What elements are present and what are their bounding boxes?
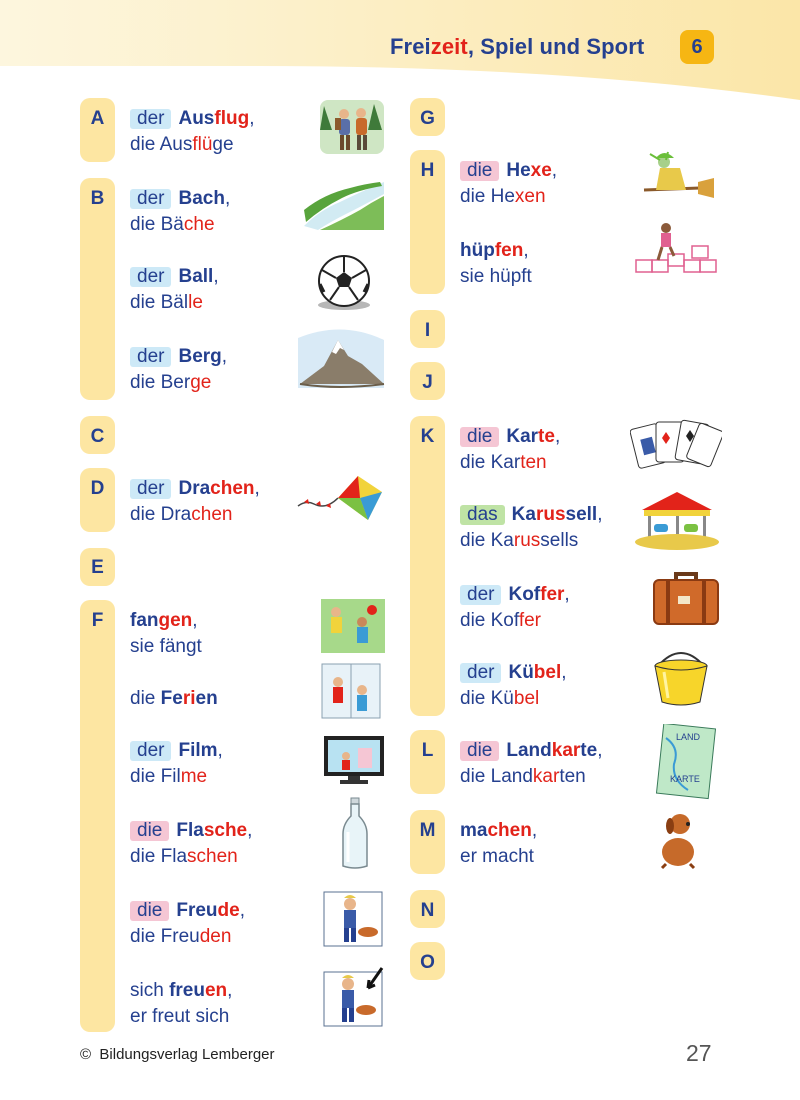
hikers-image [318, 96, 386, 158]
kite-image [296, 474, 388, 526]
entry-machen: machen, er macht [460, 820, 538, 867]
letter-bar-b [80, 178, 115, 400]
letter-m: M [419, 820, 436, 841]
entry-landkarte: die Landkarte, die Landkarten [460, 740, 603, 787]
letter-k: K [420, 426, 435, 447]
map-label-land: LAND [676, 732, 701, 742]
bucket-image [646, 646, 716, 708]
letter-l: L [421, 740, 434, 761]
letter-bar-f [80, 600, 115, 1032]
entry-bach: der Bach, die Bäche [130, 188, 231, 235]
witch-image [640, 148, 716, 206]
entry-drachen: der Drachen, die Drachen [130, 478, 260, 525]
letter-f: F [91, 610, 104, 631]
map-image [654, 724, 716, 800]
letter-b: B [90, 188, 105, 209]
holiday-door-image [318, 662, 384, 720]
entry-flasche: die Flasche, die Flaschen [130, 820, 253, 867]
tv-image [322, 734, 386, 790]
letter-bar-k [410, 416, 445, 716]
hopscotch-image [630, 220, 720, 280]
entry-ball: der Ball, die Bälle [130, 266, 219, 313]
letter-o: O [420, 952, 435, 973]
entry-berg: der Berg, die Berge [130, 346, 228, 393]
page-title: Freizeit, Spiel und Sport [390, 34, 645, 59]
entry-karussell: das Karussell, die Karussells [460, 504, 603, 551]
entry-freuen: sich freuen, er freut sich [130, 980, 233, 1027]
rejoice-image [322, 966, 386, 1028]
letter-h: H [420, 160, 435, 181]
entry-ferien: die Ferien [130, 688, 218, 709]
dog-image [652, 808, 704, 870]
playing-cards-image [630, 416, 722, 472]
football-image [306, 254, 382, 312]
copyright-footer: © Bildungsverlag Lemberger [80, 1046, 275, 1063]
entry-film: der Film, die Filme [130, 740, 223, 787]
bottle-image [340, 796, 370, 870]
suitcase-image [650, 570, 722, 628]
page-number: 27 [686, 1040, 712, 1066]
stream-image [300, 180, 386, 232]
letter-i: I [424, 320, 431, 341]
letter-d: D [90, 478, 105, 499]
entry-koffer: der Koffer, die Koffer [460, 584, 570, 631]
entry-kuebel: der Kübel, die Kübel [460, 662, 567, 709]
letter-c: C [90, 426, 105, 447]
chapter-badge: 6 [680, 30, 714, 64]
mountain-image [296, 326, 386, 392]
entry-fangen: fangen, sie fängt [130, 610, 202, 657]
entry-hexe: die Hexe, die Hexen [460, 160, 558, 207]
entry-freude: die Freude, die Freuden [130, 900, 246, 947]
children-playing-image [320, 598, 386, 654]
carousel-image [632, 488, 722, 554]
letter-a: A [90, 108, 105, 129]
letter-g: G [420, 108, 435, 129]
letter-j: J [422, 372, 433, 393]
joy-image [322, 890, 384, 948]
letter-e: E [91, 557, 104, 578]
map-label-karte: KARTE [670, 774, 700, 784]
entry-karte: die Karte, die Karten [460, 426, 561, 473]
letter-n: N [420, 900, 435, 921]
entry-huepfen: hüpfen, sie hüpft [460, 240, 532, 287]
entry-ausflug: der Ausflug, die Ausflüge [130, 108, 255, 155]
